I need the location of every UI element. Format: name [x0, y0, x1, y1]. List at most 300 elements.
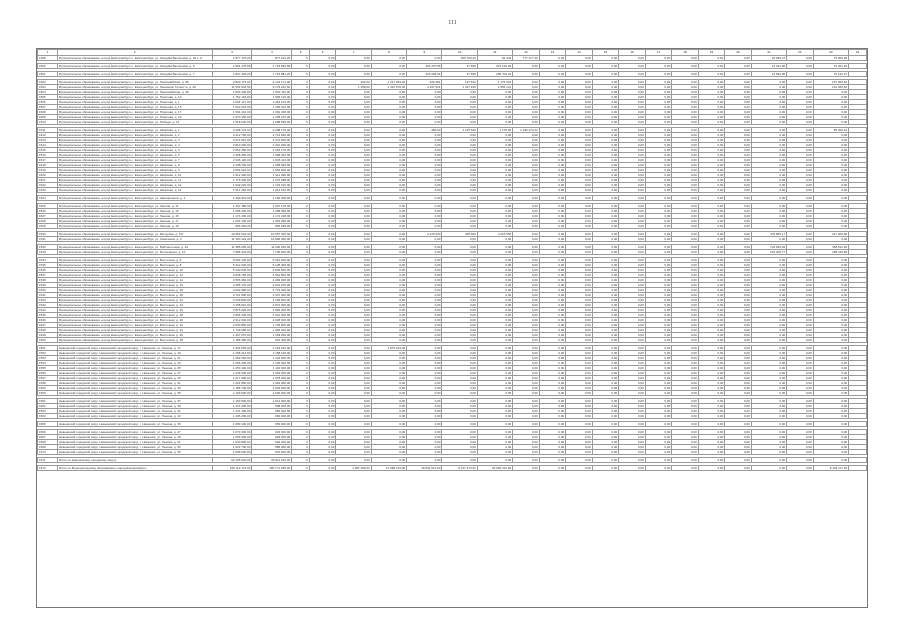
amount-cell: 0,00: [566, 158, 593, 163]
amount-cell: 0,00: [309, 356, 336, 361]
address-cell: Муниципальное образование «город Екатеринбург» г. Екатеринбург, ул. Шефская, д. 3: [57, 138, 212, 143]
amount-cell: 1 121 300,00: [212, 409, 252, 414]
amount-cell: 0,00: [751, 105, 786, 110]
amount-cell: 1 250 100,00: [212, 366, 252, 371]
address-cell: Муниципальное образование «город Екатеринбург» г. Екатеринбург, ул. Шефская, д. 7: [57, 158, 212, 163]
amount-cell: 0,00: [645, 318, 672, 323]
amount-cell: 0,00: [371, 268, 406, 273]
amount-cell: 0,00: [619, 376, 646, 381]
address-cell: Муниципальное образование «город Екатеринбург» г. Екатеринбург, ул. Восточная, д. 12: [57, 273, 212, 278]
amount-cell: 0,00: [645, 214, 672, 219]
amount-cell: 0,00: [813, 308, 848, 313]
amount-cell: 0,00: [309, 338, 336, 343]
amount-cell: 0,00: [698, 224, 725, 229]
amount-cell: 2 310 296,00: [252, 143, 292, 148]
amount-cell: 0: [292, 404, 310, 409]
amount-cell: 0,00: [592, 273, 619, 278]
amount-cell: 0,00: [407, 214, 442, 219]
amount-cell: 0,00: [566, 133, 593, 138]
amount-cell: 0: [292, 245, 310, 250]
amount-cell: 0,00: [309, 445, 336, 450]
amount-cell: 0,00: [442, 148, 477, 153]
amount-cell: 0,00: [813, 204, 848, 209]
amount-cell: 0,00: [566, 268, 593, 273]
amount-cell: 0,00: [371, 204, 406, 209]
amount-cell: 0,00: [645, 288, 672, 293]
amount-cell: 0,00: [371, 328, 406, 333]
amount-cell: 0,00: [566, 303, 593, 308]
amount-cell: 0,00: [751, 143, 786, 148]
amount-cell: 0,00: [477, 283, 512, 288]
amount-cell: 0: [292, 386, 310, 391]
amount-cell: 0,00: [672, 356, 699, 361]
amount-cell: 0,00: [645, 422, 672, 427]
address-cell: Муниципальное образование «город Екатеринбург» г. Екатеринбург, ул. Первомайская, д. 68: [57, 80, 212, 85]
address-cell: Муниципальное образование «город Екатеринбург» г. Екатеринбург, ул. Начдива Васильева, д. 40 к. А: [57, 56, 212, 61]
amount-cell: 0,00: [477, 323, 512, 328]
amount-cell: 0,00: [442, 138, 477, 143]
amount-cell: 0,00: [751, 440, 786, 445]
amount-cell: 0,00: [592, 163, 619, 168]
amount-cell: 0,00: [309, 237, 336, 242]
amount-cell: 0,00: [672, 153, 699, 158]
amount-cell: 0,00: [539, 138, 566, 143]
amount-cell: 0,00: [787, 115, 814, 120]
amount-cell: 0,00: [371, 386, 406, 391]
amount-cell: 0,00: [751, 356, 786, 361]
amount-cell: 0,00: [645, 138, 672, 143]
amount-cell: 0,00: [698, 64, 725, 69]
amount-cell: 0,00: [645, 303, 672, 308]
amount-cell: 0,00: [787, 95, 814, 100]
amount-cell: 195 112 174,00: [212, 466, 252, 471]
amount-cell: 0,00: [513, 318, 540, 323]
amount-cell: 0,00: [442, 346, 477, 351]
amount-cell: 0,00: [309, 95, 336, 100]
amount-cell: 0,00: [371, 178, 406, 183]
amount-cell: 0,00: [442, 399, 477, 404]
amount-cell: 0,00: [813, 361, 848, 366]
amount-cell: 0,00: [442, 366, 477, 371]
amount-cell: 0,00: [309, 64, 336, 69]
amount-cell: 0,00: [787, 188, 814, 193]
amount-cell: 0,00: [566, 338, 593, 343]
amount-cell: 191 925,52: [813, 85, 848, 90]
amount-cell: 0,00: [725, 399, 752, 404]
amount-cell: 0,00: [336, 204, 371, 209]
amount-cell: 0,00: [592, 328, 619, 333]
amount-cell: 0,00: [645, 440, 672, 445]
amount-cell: 0,00: [371, 293, 406, 298]
amount-cell: 0,00: [336, 250, 371, 255]
amount-cell: 0,00: [539, 110, 566, 115]
amount-cell: 0,00: [407, 371, 442, 376]
row-number-cell: 1530: [38, 232, 58, 237]
amount-cell: 0,00: [513, 404, 540, 409]
amount-cell: 0,00: [813, 115, 848, 120]
amount-cell: 0,00: [371, 258, 406, 263]
amount-cell: 0,00: [407, 430, 442, 435]
amount-cell: 0,00: [371, 313, 406, 318]
amount-cell: 0: [292, 258, 310, 263]
amount-cell: 0,00: [336, 224, 371, 229]
amount-cell: 0,00: [477, 158, 512, 163]
row-number-cell: 1516: [38, 153, 58, 158]
row-number-cell: 1499: [38, 56, 58, 61]
amount-cell: 0,00: [619, 404, 646, 409]
amount-cell: 0,00: [725, 178, 752, 183]
amount-cell: 0,00: [672, 445, 699, 450]
amount-cell: 1 298 412,00: [212, 351, 252, 356]
amount-cell: 0,00: [698, 303, 725, 308]
address-cell: Итого по Муниципальному образованию «город Екатеринбург»: [57, 466, 212, 471]
row-number-cell: 1503: [38, 85, 58, 90]
amount-cell: 1 749 060,00: [212, 328, 252, 333]
amount-cell: 0,00: [309, 430, 336, 435]
amount-cell: 0,00: [751, 168, 786, 173]
amount-cell: 0,00: [407, 288, 442, 293]
amount-cell: 0,00: [787, 183, 814, 188]
amount-cell: 0,00: [513, 237, 540, 242]
amount-cell: 0,00: [513, 153, 540, 158]
amount-cell: 0,00: [619, 422, 646, 427]
amount-cell: 0,00: [751, 445, 786, 450]
amount-cell: 0,00: [619, 361, 646, 366]
amount-cell: 0: [292, 303, 310, 308]
amount-cell: 0,00: [513, 435, 540, 440]
amount-cell: 1 040 800,00: [212, 440, 252, 445]
amount-cell: 0,00: [813, 328, 848, 333]
amount-cell: 0,00: [336, 258, 371, 263]
amount-cell: 0,00: [336, 346, 371, 351]
amount-cell: 0: [292, 414, 310, 419]
amount-cell: 0,00: [539, 381, 566, 386]
amount-cell: 0,00: [539, 258, 566, 263]
amount-cell: 0,00: [698, 250, 725, 255]
amount-cell: 0,00: [698, 128, 725, 133]
amount-cell: 0,00: [566, 466, 593, 471]
row-number-cell: 1555: [38, 366, 58, 371]
amount-cell: 0,00: [513, 323, 540, 328]
amount-cell: 0,00: [566, 308, 593, 313]
amount-cell: 0,00: [407, 273, 442, 278]
amount-cell: 1 164 322,00: [252, 346, 292, 351]
amount-cell: 0,00: [698, 56, 725, 61]
amount-cell: 0,00: [672, 293, 699, 298]
amount-cell: 1 288 596,00: [252, 120, 292, 125]
amount-cell: 0,00: [725, 100, 752, 105]
amount-cell: 0,00: [725, 361, 752, 366]
amount-cell: 0,00: [566, 391, 593, 396]
amount-cell: 0,00: [813, 409, 848, 414]
amount-cell: 0,00: [645, 196, 672, 201]
amount-cell: 0,00: [592, 361, 619, 366]
amount-cell: 0,00: [813, 273, 848, 278]
amount-cell: 0,00: [619, 204, 646, 209]
amount-cell: 0,00: [566, 178, 593, 183]
amount-cell: 358 511,36: [813, 245, 848, 250]
amount-cell: 0,00: [371, 173, 406, 178]
amount-cell: 0,00: [619, 100, 646, 105]
address-cell: Невьянский городской округ, Невьянский городской округ, г. Невьянск, ул. Ленина, д. 31: [57, 381, 212, 386]
amount-cell: 0,00: [371, 273, 406, 278]
amount-cell: 2 876 220,00: [212, 308, 252, 313]
amount-cell: 0,00: [371, 196, 406, 201]
address-cell: Муниципальное образование «город Екатеринбург» г. Екатеринбург, ул. Пирогова, д. 10: [57, 95, 212, 100]
amount-cell: 0,00: [698, 422, 725, 427]
amount-cell: 0,00: [407, 204, 442, 209]
amount-cell: 0,00: [592, 80, 619, 85]
amount-cell: 0,00: [592, 333, 619, 338]
amount-cell: 296 703,22: [477, 72, 512, 77]
amount-cell: 0,00: [539, 133, 566, 138]
amount-cell: 0,00: [725, 356, 752, 361]
amount-cell: 0,00: [787, 318, 814, 323]
amount-cell: 0,00: [725, 105, 752, 110]
amount-cell: 0,00: [725, 163, 752, 168]
amount-cell: 0,00: [725, 128, 752, 133]
column-header: 22: [787, 50, 814, 56]
amount-cell: 0,00: [645, 263, 672, 268]
amount-cell: 0,00: [407, 158, 442, 163]
amount-cell: 22 095,27: [751, 56, 786, 61]
amount-cell: 0,00: [672, 414, 699, 419]
amount-cell: 0,00: [619, 90, 646, 95]
amount-cell: 3 721 590,00: [212, 293, 252, 298]
amount-cell: 0,00: [513, 90, 540, 95]
amount-cell: 0,00: [407, 138, 442, 143]
amount-cell: 0,00: [477, 168, 512, 173]
amount-cell: 0,00: [371, 404, 406, 409]
amount-cell: 0,00: [619, 250, 646, 255]
amount-cell: 0,00: [477, 328, 512, 333]
amount-cell: 0,00: [787, 376, 814, 381]
amount-cell: 0,00: [539, 323, 566, 328]
amount-cell: 0,00: [592, 386, 619, 391]
amount-cell: 0,00: [813, 110, 848, 115]
amount-cell: 0,00: [787, 366, 814, 371]
amount-cell: 0,00: [787, 409, 814, 414]
amount-cell: 0: [292, 85, 310, 90]
amount-cell: 0,00: [371, 219, 406, 224]
amount-cell: 0,00: [371, 338, 406, 343]
amount-cell: 0,00: [477, 153, 512, 158]
amount-cell: 0,00: [619, 288, 646, 293]
amount-cell: 0,00: [672, 204, 699, 209]
amount-cell: 0,00: [442, 293, 477, 298]
amount-cell: 0,00: [787, 168, 814, 173]
amount-cell: 0,00: [539, 298, 566, 303]
amount-cell: 0,00: [477, 273, 512, 278]
amount-cell: 0,00: [371, 115, 406, 120]
address-cell: Муниципальное образование «город Екатеринбург» г. Екатеринбург, ул. Первомайская, д. 40: [57, 90, 212, 95]
amount-cell: 0,00: [672, 409, 699, 414]
amount-cell: 0,00: [336, 409, 371, 414]
amount-cell: 0,00: [787, 268, 814, 273]
amount-cell: 0,00: [371, 263, 406, 268]
amount-cell: 0,00: [539, 148, 566, 153]
amount-cell: 0,00: [698, 458, 725, 463]
amount-cell: 0,00: [645, 268, 672, 273]
amount-cell: 0,00: [336, 263, 371, 268]
amount-cell: 0,00: [698, 258, 725, 263]
amount-cell: 0,00: [336, 376, 371, 381]
amount-cell: 5 412 330,00: [212, 263, 252, 268]
amount-cell: 0,00: [645, 72, 672, 77]
amount-cell: 0,00: [371, 440, 406, 445]
amount-cell: 0,00: [592, 245, 619, 250]
amount-cell: 0,00: [336, 128, 371, 133]
amount-cell: 0,00: [371, 237, 406, 242]
address-cell: Муниципальное образование «город Екатеринбург» г. Екатеринбург, ул. Мичурина, д. 117: [57, 232, 212, 237]
amount-cell: 0,00: [698, 278, 725, 283]
column-header: 4: [252, 50, 292, 56]
amount-cell: 0,00: [592, 351, 619, 356]
amount-cell: 2 594 430,00: [212, 313, 252, 318]
amount-cell: 1 097 456,52: [336, 466, 371, 471]
page-number: 111: [448, 20, 457, 26]
amount-cell: 0,00: [539, 219, 566, 224]
amount-cell: 0,00: [725, 440, 752, 445]
amount-cell: 0,00: [698, 414, 725, 419]
row-number-cell: 1556: [38, 371, 58, 376]
column-header: 18: [672, 50, 699, 56]
amount-cell: 0,00: [407, 293, 442, 298]
amount-cell: 0,00: [566, 430, 593, 435]
amount-cell: 1 217 054,00: [371, 80, 406, 85]
amount-cell: 0,00: [336, 445, 371, 450]
amount-cell: 0,00: [592, 158, 619, 163]
amount-cell: 0,00: [539, 188, 566, 193]
amount-cell: 0,00: [371, 188, 406, 193]
amount-cell: 0,00: [645, 143, 672, 148]
amount-cell: 0,00: [698, 371, 725, 376]
amount-cell: 1 827 394,20: [212, 72, 252, 77]
amount-cell: 0,00: [407, 268, 442, 273]
amount-cell: 0,00: [407, 351, 442, 356]
amount-cell: 0,00: [787, 105, 814, 110]
amount-cell: 0,00: [477, 133, 512, 138]
amount-cell: 0,00: [566, 445, 593, 450]
amount-cell: 0,00: [407, 338, 442, 343]
amount-cell: 0,00: [407, 283, 442, 288]
amount-cell: 0,00: [336, 422, 371, 427]
amount-cell: 0,00: [309, 232, 336, 237]
amount-cell: 0: [292, 409, 310, 414]
amount-cell: 0,00: [787, 219, 814, 224]
amount-cell: 0,00: [787, 351, 814, 356]
amount-cell: 0,00: [787, 466, 814, 471]
address-cell: Невьянский городской округ, Невьянский городской округ, г. Невьянск, ул. Ленина, д. 47: [57, 430, 212, 435]
amount-cell: 0,00: [787, 273, 814, 278]
amount-cell: 0,00: [698, 158, 725, 163]
row-number-cell: 1514: [38, 143, 58, 148]
amount-cell: 0,00: [566, 414, 593, 419]
amount-cell: 0,00: [619, 56, 646, 61]
amount-cell: 0,00: [725, 366, 752, 371]
amount-cell: 0,00: [592, 105, 619, 110]
amount-cell: 0: [292, 80, 310, 85]
amount-cell: 0,00: [725, 173, 752, 178]
amount-cell: 0,00: [407, 90, 442, 95]
amount-cell: 0,00: [645, 237, 672, 242]
amount-cell: 0,00: [513, 366, 540, 371]
amount-cell: 0,00: [619, 458, 646, 463]
column-header: 14: [566, 50, 593, 56]
amount-cell: 0,00: [698, 376, 725, 381]
amount-cell: 0,00: [725, 404, 752, 409]
amount-cell: 0,00: [751, 376, 786, 381]
amount-cell: 0,00: [619, 148, 646, 153]
amount-cell: 0,00: [336, 56, 371, 61]
amount-cell: 0,00: [513, 178, 540, 183]
amount-cell: 0,00: [566, 163, 593, 168]
amount-cell: 6 377 473,61: [442, 466, 477, 471]
amount-cell: 0,00: [672, 298, 699, 303]
amount-cell: 0,00: [645, 56, 672, 61]
amount-cell: 0,00: [645, 178, 672, 183]
amount-cell: 0,00: [371, 148, 406, 153]
amount-cell: 0,00: [698, 85, 725, 90]
amount-cell: 0,00: [592, 143, 619, 148]
amount-cell: 1 073 000,00: [212, 430, 252, 435]
row-number-cell: 1522: [38, 183, 58, 188]
amount-cell: 0,00: [513, 163, 540, 168]
amount-cell: 0,00: [336, 351, 371, 356]
amount-cell: 0,00: [407, 318, 442, 323]
row-number-cell: 1502: [38, 80, 58, 85]
register-sheet: [36, 48, 868, 608]
amount-cell: 0,00: [309, 245, 336, 250]
amount-cell: 0,00: [371, 168, 406, 173]
amount-cell: 0,00: [751, 450, 786, 455]
amount-cell: 0,00: [619, 293, 646, 298]
amount-cell: 0,00: [407, 376, 442, 381]
amount-cell: 0,00: [566, 214, 593, 219]
amount-cell: 0,00: [725, 138, 752, 143]
amount-cell: 0,00: [813, 371, 848, 376]
amount-cell: 0,00: [813, 148, 848, 153]
amount-cell: 0,00: [477, 115, 512, 120]
amount-cell: 0,00: [309, 273, 336, 278]
amount-cell: 0,00: [407, 435, 442, 440]
amount-cell: 1 518 600,00: [212, 120, 252, 125]
amount-cell: 4 001 200,00: [252, 283, 292, 288]
address-cell: Невьянский городской округ, Невьянский городской округ, г. Невьянск, ул. Ленина, д. 45: [57, 422, 212, 427]
amount-cell: 0: [292, 110, 310, 115]
amount-cell: 0,00: [619, 308, 646, 313]
amount-cell: 0,00: [407, 361, 442, 366]
amount-cell: 0,00: [725, 376, 752, 381]
amount-cell: 0,00: [566, 283, 593, 288]
amount-cell: 0,00: [619, 313, 646, 318]
amount-cell: 0: [292, 371, 310, 376]
amount-cell: 0,00: [813, 188, 848, 193]
amount-cell: 1 064 098,00: [252, 219, 292, 224]
amount-cell: 0,00: [619, 110, 646, 115]
amount-cell: 0,00: [592, 414, 619, 419]
amount-cell: 0: [292, 204, 310, 209]
amount-cell: 0,00: [336, 214, 371, 219]
amount-cell: 0,00: [672, 435, 699, 440]
amount-cell: 0,00: [513, 80, 540, 85]
amount-cell: 0,00: [513, 138, 540, 143]
amount-cell: 0,00: [566, 333, 593, 338]
amount-cell: 0,00: [751, 308, 786, 313]
amount-cell: 0,00: [442, 450, 477, 455]
amount-cell: 0,00: [698, 366, 725, 371]
amount-cell: 0,00: [751, 338, 786, 343]
